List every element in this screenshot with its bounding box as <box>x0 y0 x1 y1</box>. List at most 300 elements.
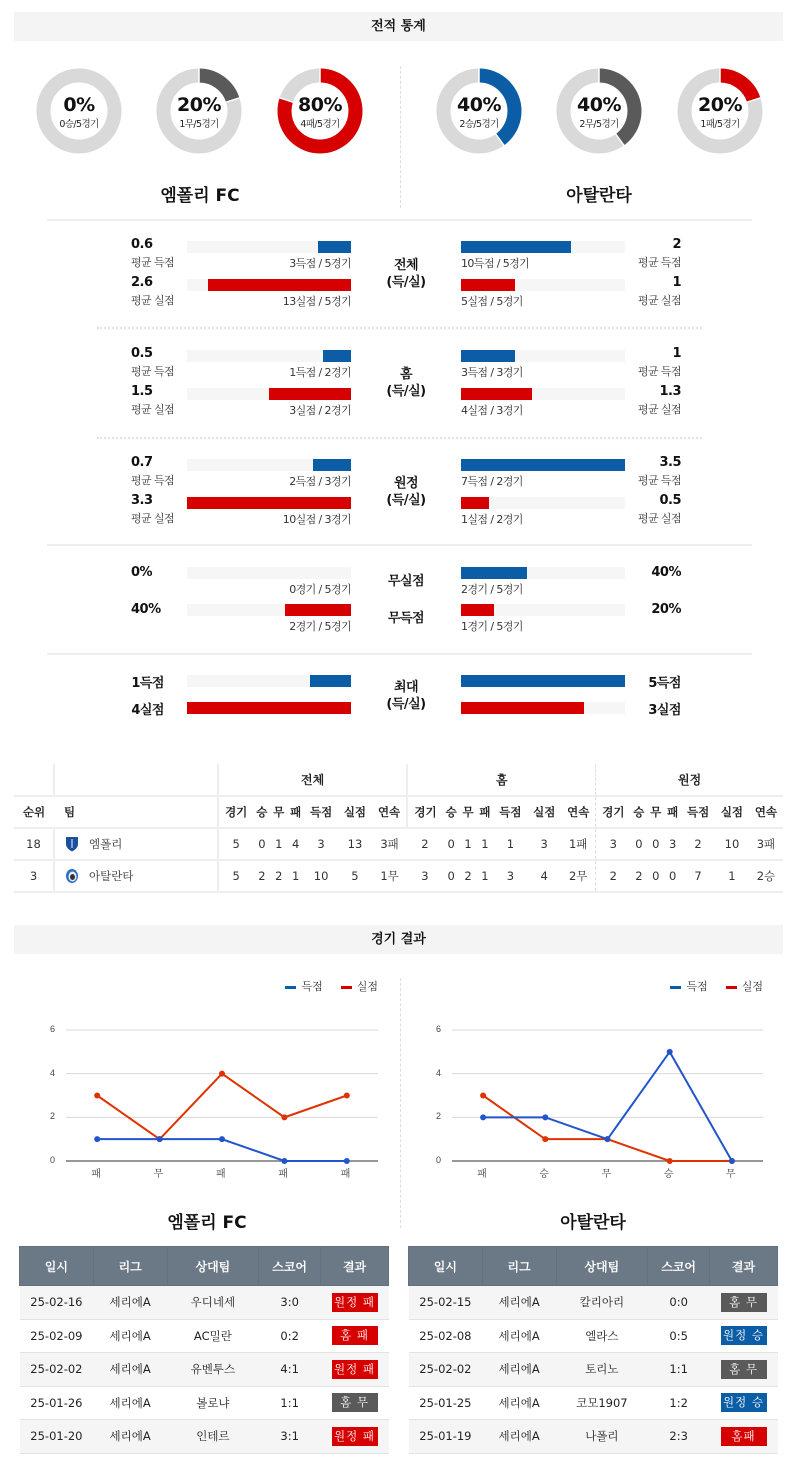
legend-scored-label: 득점 <box>301 980 323 993</box>
stat-total-4: 3 <box>304 828 338 860</box>
col-away-2: 무 <box>647 796 664 828</box>
col-away-4: 득점 <box>681 796 715 828</box>
right-avg-scored-label: 평균 득점 <box>637 474 681 487</box>
right-max-conceded-bar <box>461 702 625 714</box>
match-score: 2:3 <box>648 1420 710 1454</box>
stat-home-1: 0 <box>443 828 460 860</box>
match-league: 세리에A <box>93 1353 167 1387</box>
col-away-5: 실점 <box>715 796 749 828</box>
stat-away-6: 3패 <box>749 828 783 860</box>
results-col-3: 스코어 <box>648 1247 710 1286</box>
left-scored-caption: 2득점 / 3경기 <box>289 475 351 488</box>
match-opponent: 유벤투스 <box>167 1353 259 1387</box>
right-conceded-bar-fill <box>461 279 515 291</box>
donut-caption: 1패/5경기 <box>700 119 740 130</box>
donut-percent: 80% <box>298 94 342 116</box>
right-no-score-bar <box>461 604 625 616</box>
match-result-cell <box>710 1286 778 1320</box>
result-badge: 홈 패 <box>332 1326 378 1345</box>
match-league: 세리에A <box>482 1386 556 1420</box>
left-clean-sheet-bar <box>187 567 351 579</box>
left-scored-bar-fill <box>313 459 351 471</box>
right-conceded-caption: 1실점 / 2경기 <box>461 513 523 526</box>
standings-table <box>14 764 783 893</box>
stat-home-2: 2 <box>460 860 477 892</box>
right-clean-sheet: 40% <box>651 565 681 580</box>
col-home-4: 득점 <box>493 796 527 828</box>
right-no-score-bar-fill <box>461 604 494 616</box>
match-league: 세리에A <box>93 1286 167 1320</box>
stat-away-0: 2 <box>596 860 631 892</box>
rank: 18 <box>14 828 54 860</box>
right-scored-bar-fill <box>461 459 625 471</box>
standings-row <box>14 828 783 860</box>
match-score: 1:1 <box>648 1353 710 1387</box>
section-label-line1: 홈 <box>399 367 413 382</box>
right-avg-conceded: 1.3 <box>659 384 681 399</box>
right-conceded-caption: 5실점 / 5경기 <box>461 295 523 308</box>
stat-away-3: 3 <box>664 828 681 860</box>
max-label-line1: 최대 <box>393 680 419 695</box>
match-league: 세리에A <box>93 1420 167 1454</box>
match-opponent: AC밀란 <box>167 1319 259 1353</box>
y-tick: 4 <box>436 1067 442 1078</box>
match-date: 25-02-08 <box>409 1319 483 1353</box>
left-scored-caption: 3득점 / 5경기 <box>289 257 351 270</box>
right-clean-sheet-bar-fill <box>461 567 527 579</box>
results-col-3: 스코어 <box>259 1247 321 1286</box>
x-tick: 무 <box>153 1169 164 1180</box>
match-opponent: 칼리아리 <box>556 1286 648 1320</box>
stat-home-5: 3 <box>527 828 561 860</box>
x-tick: 승 <box>539 1169 549 1180</box>
left-avg-conceded-label: 평균 실점 <box>131 403 175 416</box>
results-col-4: 결과 <box>321 1247 389 1286</box>
group-away: 원정 <box>596 764 783 796</box>
col-home-2: 무 <box>460 796 477 828</box>
legend-conceded <box>341 980 378 993</box>
stat-home-4: 1 <box>493 828 527 860</box>
donut-percent: 20% <box>177 94 221 116</box>
group-home: 홈 <box>407 764 596 796</box>
y-tick: 4 <box>50 1067 56 1078</box>
right-max-scored: 5득점 <box>648 676 681 691</box>
right-conceded-caption: 4실점 / 3경기 <box>461 404 523 417</box>
match-score: 4:1 <box>259 1353 321 1387</box>
blank <box>54 764 218 796</box>
left-no-score-bar-fill <box>285 604 351 616</box>
col-home-5: 실점 <box>527 796 561 828</box>
left-scored-bar-fill <box>318 241 351 253</box>
left-max-conceded-bar-fill <box>187 702 351 714</box>
match-opponent: 엘라스 <box>556 1319 648 1353</box>
dotted-divider <box>97 437 702 439</box>
right-scored-caption: 10득점 / 5경기 <box>461 257 530 270</box>
x-tick: 무 <box>601 1169 612 1180</box>
donut-caption: 4패/5경기 <box>300 119 340 130</box>
results-col-1: 리그 <box>93 1247 167 1286</box>
match-opponent: 인테르 <box>167 1420 259 1454</box>
match-row[interactable] <box>20 1353 389 1387</box>
left-max-conceded-bar <box>187 702 351 714</box>
match-date: 25-02-02 <box>409 1353 483 1387</box>
right-scored-caption: 3득점 / 3경기 <box>461 366 523 379</box>
result-badge: 홈패 <box>721 1427 767 1446</box>
max-label <box>366 679 446 713</box>
legend-scored-swatch-icon <box>670 986 681 989</box>
right-avg-conceded-label: 평균 실점 <box>637 294 681 307</box>
stat-home-2: 1 <box>460 828 477 860</box>
y-tick: 6 <box>50 1024 56 1034</box>
stat-total-2: 1 <box>270 828 287 860</box>
result-badge: 원정 승 <box>721 1393 767 1412</box>
left-avg-scored-label: 평균 득점 <box>131 365 175 378</box>
team-header: 팀 <box>54 796 218 828</box>
col-away-6: 연속 <box>749 796 783 828</box>
stat-total-4: 10 <box>304 860 338 892</box>
right-scored-bar-fill <box>461 350 515 362</box>
right-scored-bar-fill <box>461 241 571 253</box>
team-name: 엠폴리 <box>89 836 123 851</box>
match-row[interactable] <box>20 1420 389 1454</box>
left-avg-conceded: 1.5 <box>131 384 153 399</box>
right-avg-scored-label: 평균 득점 <box>637 256 681 269</box>
donut-home-team-0 <box>36 68 122 154</box>
match-result-cell <box>710 1420 778 1454</box>
y-tick: 6 <box>436 1024 442 1034</box>
divider <box>47 653 752 655</box>
match-result-cell <box>321 1420 389 1454</box>
atalanta-crest-icon <box>65 868 79 884</box>
right-conceded-bar <box>461 497 625 509</box>
dotted-divider <box>97 327 702 329</box>
match-score: 1:1 <box>259 1386 321 1420</box>
results-col-0: 일시 <box>20 1247 94 1286</box>
group-total: 전체 <box>218 764 407 796</box>
right-avg-conceded: 0.5 <box>659 493 681 508</box>
results-col-2: 상대팀 <box>167 1247 259 1286</box>
x-tick: 패 <box>91 1169 101 1180</box>
match-opponent: 볼로냐 <box>167 1386 259 1420</box>
match-row[interactable] <box>409 1386 778 1420</box>
stat-total-5: 13 <box>338 828 372 860</box>
stat-away-0: 3 <box>596 828 631 860</box>
match-result-cell <box>321 1353 389 1387</box>
col-total-1: 승 <box>253 796 270 828</box>
match-row[interactable] <box>409 1319 778 1353</box>
left-avg-conceded: 2.6 <box>131 275 153 290</box>
section-label-line2: (득/실) <box>386 275 426 290</box>
donut-percent: 40% <box>577 94 621 116</box>
right-scored-caption: 7득점 / 2경기 <box>461 475 523 488</box>
section-label-line2: (득/실) <box>386 384 426 399</box>
away-results-title: 아탈란타 <box>560 1213 626 1233</box>
x-tick: 패 <box>278 1169 289 1180</box>
left-scored-caption: 1득점 / 2경기 <box>289 366 351 379</box>
section-label <box>366 257 446 291</box>
left-conceded-bar <box>187 388 351 400</box>
left-clean-sheet: 0% <box>131 565 153 580</box>
match-score: 3:1 <box>259 1420 321 1454</box>
match-score: 0:5 <box>648 1319 710 1353</box>
match-league: 세리에A <box>93 1386 167 1420</box>
match-date: 25-01-19 <box>409 1420 483 1454</box>
left-no-score-caption: 2경기 / 5경기 <box>289 620 351 633</box>
legend-scored-label: 득점 <box>686 980 708 993</box>
stat-home-6: 1패 <box>561 828 596 860</box>
stat-home-0: 2 <box>407 828 442 860</box>
team-cell[interactable] <box>54 860 218 892</box>
col-home-0: 경기 <box>407 796 442 828</box>
left-max-scored: 1득점 <box>131 676 164 691</box>
donut-away-team-2 <box>677 68 763 154</box>
left-max-scored-bar-fill <box>310 675 351 687</box>
stat-total-2: 2 <box>270 860 287 892</box>
left-no-score: 40% <box>131 602 161 617</box>
stat-total-5: 5 <box>338 860 372 892</box>
results-header-row <box>409 1247 778 1286</box>
stat-total-6: 1무 <box>372 860 407 892</box>
right-max-conceded-bar-fill <box>461 702 584 714</box>
left-no-score-bar <box>187 604 351 616</box>
legend-scored <box>285 980 322 993</box>
y-tick: 0 <box>436 1155 442 1165</box>
match-row[interactable] <box>20 1319 389 1353</box>
stat-total-3: 4 <box>287 828 304 860</box>
right-avg-scored: 1 <box>672 346 681 361</box>
stat-total-6: 3패 <box>372 828 407 860</box>
right-conceded-bar-fill <box>461 388 532 400</box>
match-score: 1:2 <box>648 1386 710 1420</box>
match-result-cell <box>321 1319 389 1353</box>
right-scored-bar <box>461 350 625 362</box>
match-date: 25-02-09 <box>20 1319 94 1353</box>
match-result-cell <box>321 1386 389 1420</box>
stat-total-0: 5 <box>218 828 253 860</box>
result-badge: 원정 승 <box>721 1326 767 1345</box>
center-divider <box>400 978 401 1228</box>
match-league: 세리에A <box>482 1353 556 1387</box>
left-conceded-bar-fill <box>187 497 351 509</box>
left-scored-bar <box>187 459 351 471</box>
col-away-0: 경기 <box>596 796 631 828</box>
match-results-header: 경기 결과 <box>14 925 783 954</box>
result-badge: 원정 패 <box>332 1360 378 1379</box>
away-results-table <box>408 1246 778 1454</box>
match-result-cell <box>710 1353 778 1387</box>
stat-total-1: 0 <box>253 828 270 860</box>
right-avg-scored-label: 평균 득점 <box>637 365 681 378</box>
team-name: 아탈란타 <box>89 868 134 883</box>
max-label-line2: (득/실) <box>386 697 426 712</box>
left-avg-scored: 0.6 <box>131 237 153 252</box>
left-avg-scored-label: 평균 득점 <box>131 474 175 487</box>
right-avg-conceded-label: 평균 실점 <box>637 512 681 525</box>
blank <box>14 764 54 796</box>
team-cell[interactable] <box>54 828 218 860</box>
stat-home-3: 1 <box>477 828 494 860</box>
left-conceded-caption: 13실점 / 5경기 <box>282 295 351 308</box>
stat-away-3: 0 <box>664 860 681 892</box>
y-tick: 0 <box>50 1155 56 1165</box>
donut-caption: 2승/5경기 <box>459 119 499 130</box>
right-scored-bar <box>461 459 625 471</box>
legend-scored <box>670 980 707 993</box>
stat-home-5: 4 <box>527 860 561 892</box>
right-avg-scored: 2 <box>672 237 681 252</box>
right-max-scored-bar <box>461 675 625 687</box>
x-tick: 승 <box>663 1169 674 1180</box>
right-clean-sheet-caption: 2경기 / 5경기 <box>461 583 523 596</box>
right-clean-sheet-bar <box>461 567 625 579</box>
result-badge: 홈 무 <box>721 1360 767 1379</box>
stat-home-3: 1 <box>477 860 494 892</box>
legend-conceded-swatch-icon <box>726 986 737 989</box>
x-tick: 패 <box>216 1169 226 1180</box>
empoli-crest-icon <box>65 836 79 852</box>
stat-away-1: 2 <box>630 860 647 892</box>
match-score: 0:2 <box>259 1319 321 1353</box>
clean-sheet-label: 무실점 <box>387 574 425 589</box>
rank: 3 <box>14 860 54 892</box>
stat-away-4: 2 <box>681 828 715 860</box>
left-conceded-bar <box>187 279 351 291</box>
left-avg-conceded: 3.3 <box>131 493 153 508</box>
stat-away-1: 0 <box>630 828 647 860</box>
left-max-conceded: 4실점 <box>131 703 164 718</box>
match-row[interactable] <box>20 1286 389 1320</box>
match-league: 세리에A <box>482 1420 556 1454</box>
col-total-3: 패 <box>287 796 304 828</box>
center-divider <box>400 66 401 208</box>
section-label-line1: 전체 <box>393 258 419 273</box>
x-tick: 무 <box>725 1169 736 1180</box>
match-opponent: 우디네세 <box>167 1286 259 1320</box>
right-conceded-bar <box>461 388 625 400</box>
right-no-score: 20% <box>651 602 681 617</box>
divider <box>47 219 752 221</box>
result-badge: 홈 무 <box>721 1293 767 1312</box>
left-avg-scored: 0.5 <box>131 346 153 361</box>
left-scored-bar <box>187 241 351 253</box>
right-avg-scored: 3.5 <box>659 455 681 470</box>
stat-home-1: 0 <box>443 860 460 892</box>
home-team-name: 엠폴리 FC <box>160 186 240 206</box>
match-league: 세리에A <box>482 1286 556 1320</box>
match-score: 0:0 <box>648 1286 710 1320</box>
results-header-row <box>20 1247 389 1286</box>
match-date: 25-01-26 <box>20 1386 94 1420</box>
legend-conceded <box>726 980 763 993</box>
stat-away-6: 2승 <box>749 860 783 892</box>
x-tick: 패 <box>340 1169 351 1180</box>
x-tick: 패 <box>477 1169 487 1180</box>
left-conceded-bar <box>187 497 351 509</box>
col-total-0: 경기 <box>218 796 253 828</box>
section-label <box>366 366 446 400</box>
col-total-2: 무 <box>270 796 287 828</box>
col-away-1: 승 <box>630 796 647 828</box>
home-results-table <box>19 1246 389 1454</box>
standings-row <box>14 860 783 892</box>
section-label-line2: (득/실) <box>386 493 426 508</box>
stat-away-2: 0 <box>647 828 664 860</box>
stat-home-0: 3 <box>407 860 442 892</box>
right-avg-conceded: 1 <box>672 275 681 290</box>
left-avg-conceded-label: 평균 실점 <box>131 512 175 525</box>
right-conceded-bar <box>461 279 625 291</box>
rank-header: 순위 <box>14 796 54 828</box>
match-result-cell <box>710 1386 778 1420</box>
right-avg-conceded-label: 평균 실점 <box>637 403 681 416</box>
legend-scored-swatch-icon <box>285 986 296 989</box>
match-opponent: 나폴리 <box>556 1420 648 1454</box>
stat-away-4: 7 <box>681 860 715 892</box>
results-col-4: 결과 <box>710 1247 778 1286</box>
donut-percent: 0% <box>63 94 95 116</box>
donut-home-team-1 <box>156 68 242 154</box>
record-stats-header: 전적 통계 <box>14 12 783 41</box>
divider <box>47 544 752 546</box>
match-league: 세리에A <box>93 1319 167 1353</box>
results-col-0: 일시 <box>409 1247 483 1286</box>
right-max-scored-bar-fill <box>461 675 625 687</box>
left-clean-sheet-caption: 0경기 / 5경기 <box>289 583 351 596</box>
right-max-conceded: 3실점 <box>648 703 681 718</box>
stat-away-2: 0 <box>647 860 664 892</box>
donut-caption: 0승/5경기 <box>59 119 99 130</box>
match-date: 25-02-02 <box>20 1353 94 1387</box>
match-row[interactable] <box>20 1386 389 1420</box>
results-col-1: 리그 <box>482 1247 556 1286</box>
stat-total-0: 5 <box>218 860 253 892</box>
match-date: 25-02-16 <box>20 1286 94 1320</box>
stat-home-6: 2무 <box>561 860 596 892</box>
match-result-cell <box>710 1319 778 1353</box>
col-total-4: 득점 <box>304 796 338 828</box>
section-label <box>366 475 446 509</box>
col-home-3: 패 <box>477 796 494 828</box>
y-tick: 2 <box>50 1111 56 1122</box>
left-max-scored-bar <box>187 675 351 687</box>
left-conceded-bar-fill <box>208 279 351 291</box>
stat-away-5: 1 <box>715 860 749 892</box>
match-date: 25-01-20 <box>20 1420 94 1454</box>
donut-percent: 20% <box>698 94 742 116</box>
result-badge: 홈 무 <box>332 1393 378 1412</box>
left-conceded-caption: 10실점 / 3경기 <box>282 513 351 526</box>
match-league: 세리에A <box>482 1319 556 1353</box>
col-total-6: 연속 <box>372 796 407 828</box>
match-row[interactable] <box>409 1286 778 1320</box>
legend-conceded-label: 실점 <box>356 980 378 993</box>
col-home-6: 연속 <box>561 796 596 828</box>
col-home-1: 승 <box>443 796 460 828</box>
match-date: 25-02-15 <box>409 1286 483 1320</box>
match-result-cell <box>321 1286 389 1320</box>
left-scored-bar-fill <box>323 350 351 362</box>
left-conceded-bar-fill <box>269 388 351 400</box>
section-label-line1: 원정 <box>393 476 419 491</box>
col-total-5: 실점 <box>338 796 372 828</box>
match-row[interactable] <box>409 1353 778 1387</box>
donut-away-team-1 <box>556 68 642 154</box>
match-row[interactable] <box>409 1420 778 1454</box>
result-badge: 원정 패 <box>332 1427 378 1446</box>
donut-percent: 40% <box>457 94 501 116</box>
results-col-2: 상대팀 <box>556 1247 648 1286</box>
no-score-label: 무득점 <box>387 611 425 626</box>
